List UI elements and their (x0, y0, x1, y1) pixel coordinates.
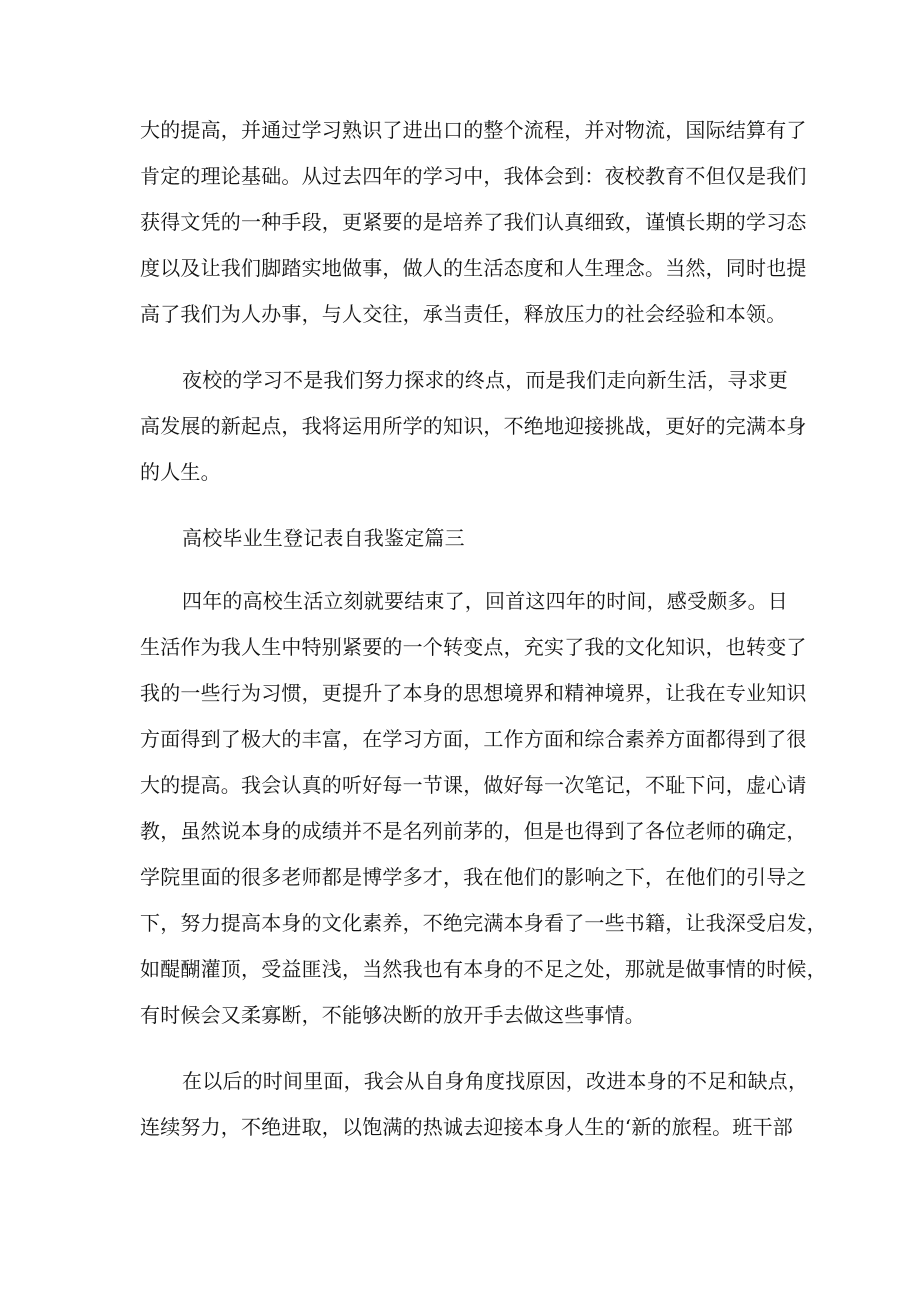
paragraph-3-line-4: 方面得到了极大的丰富，在学习方面，工作方面和综合素养方面都得到了很 (140, 727, 807, 751)
paragraph-1-line-2: 肯定的理论基础。从过去四年的学习中，我体会到：夜校教育不但仅是我们 (140, 164, 807, 188)
paragraph-2-line-2: 高发展的新起点，我将运用所学的知识，不绝地迎接挑战，更好的完满本身 (140, 414, 807, 438)
paragraph-3-line-2: 生活作为我人生中特别紧要的一个转变点，充实了我的文化知识，也转变了 (140, 635, 807, 659)
paragraph-3-line-7: 学院里面的很多老师都是博学多才，我在他们的影响之下，在他们的引导之 (140, 865, 807, 889)
paragraph-3-line-8: 下，努力提高本身的文化素养，不绝完满本身看了一些书籍，让我深受启发， (140, 911, 827, 935)
paragraph-2-line-1: 夜校的学习不是我们努力探求的终点，而是我们走向新生活，寻求更 (182, 368, 788, 392)
paragraph-3-line-5: 大的提高。我会认真的听好每一节课，做好每一次笔记，不耻下问，虚心请 (140, 773, 807, 797)
paragraph-1-line-1: 大的提高，并通过学习熟识了进出口的整个流程，并对物流，国际结算有了 (140, 118, 807, 142)
paragraph-3-line-1: 四年的高校生活立刻就要结束了，回首这四年的时间，感受颇多。日 (182, 589, 788, 613)
paragraph-1-line-5: 高了我们为人办事，与人交往，承当责任，释放压力的社会经验和本领。 (140, 302, 787, 326)
paragraph-4-line-2: 连续努力，不绝进取，以饱满的热诚去迎接本身人生的‘新的旅程。班干部 (140, 1115, 793, 1139)
paragraph-3-line-3: 我的一些行为习惯，更提升了本身的思想境界和精神境界，让我在专业知识 (140, 681, 807, 705)
section-heading: 高校毕业生登记表自我鉴定篇三 (182, 526, 465, 550)
paragraph-1-line-4: 度以及让我们脚踏实地做事，做人的生活态度和人生理念。当然，同时也提 (140, 256, 807, 280)
paragraph-2-line-3: 的人生。 (140, 460, 221, 484)
paragraph-1-line-3: 获得文凭的一种手段，更紧要的是培养了我们认真细致，谨慎长期的学习态 (140, 210, 807, 234)
paragraph-3-line-6: 教，虽然说本身的成绩并不是名列前茅的，但是也得到了各位老师的确定， (140, 819, 807, 843)
paragraph-3-line-9: 如醍醐灌顶，受益匪浅，当然我也有本身的不足之处，那就是做事情的时候， (140, 957, 827, 981)
paragraph-4-line-1: 在以后的时间里面，我会从自身角度找原因，改进本身的不足和缺点， (182, 1069, 809, 1093)
paragraph-3-line-10: 有时候会又柔寡断，不能够决断的放开手去做这些事情。 (140, 1003, 645, 1027)
